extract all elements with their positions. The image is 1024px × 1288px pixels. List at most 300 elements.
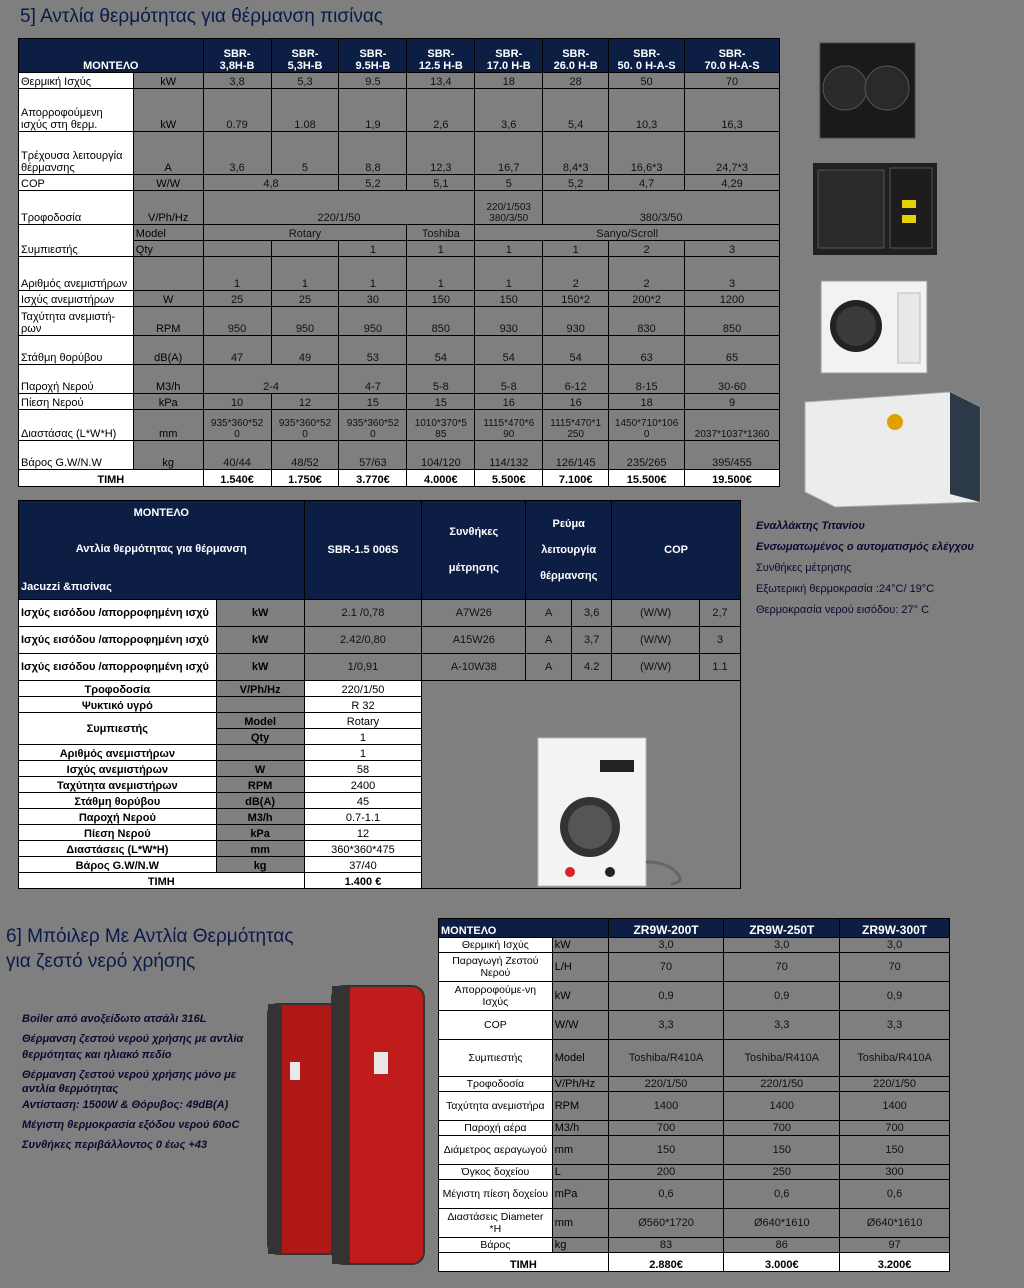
- value-cell: 58: [304, 761, 422, 777]
- row-unit: Model: [552, 1040, 608, 1077]
- value-cell: Toshiba: [407, 225, 475, 241]
- header-row: [19, 39, 780, 73]
- value-cell: 0,6: [724, 1180, 840, 1209]
- row-unit: mm: [216, 841, 304, 857]
- row-unit: mm: [133, 410, 203, 441]
- value-cell: 220/1/50: [608, 1077, 724, 1092]
- price-label: ΤΙΜΗ: [19, 873, 305, 889]
- value-cell: 3,7: [572, 627, 612, 654]
- value-cell: 935*360*52 0: [203, 410, 271, 441]
- row-unit: mm: [552, 1136, 608, 1165]
- value-cell: 3,3: [608, 1011, 724, 1040]
- feature-item: Boiler από ανοξείδωτο ατσάλι 316L: [22, 1013, 207, 1025]
- row-label: Θερμική Ισχύς: [19, 73, 134, 89]
- spec-row: [19, 336, 780, 365]
- value-cell: 1115*470*1 250: [543, 410, 609, 441]
- jacuzzi-model-header: [19, 501, 305, 600]
- note-water-temp: Θερμοκρασία νερού εισόδου: 27° C: [756, 604, 930, 616]
- spec-row: [439, 953, 950, 982]
- row-unit: W: [216, 761, 304, 777]
- model-name: SBR- 5,3H-B: [271, 39, 339, 73]
- row-label: Απορροφούμε-νη Ισχύς: [439, 982, 553, 1011]
- value-cell: 30-60: [685, 365, 780, 394]
- value-cell: 3,3: [724, 1011, 840, 1040]
- value-cell: 1: [407, 241, 475, 257]
- value-cell: 5: [475, 175, 543, 191]
- value-cell: 18: [475, 73, 543, 89]
- value-cell: 1: [475, 257, 543, 291]
- value-cell: 2-4: [203, 365, 339, 394]
- value-cell: 1: [339, 241, 407, 257]
- row-unit: A: [133, 132, 203, 175]
- value-cell: 700: [840, 1121, 950, 1136]
- value-cell: 930: [543, 307, 609, 336]
- note-ext-temp: Εξωτερική θερμοκρασία :24°C/ 19°C: [756, 583, 935, 595]
- model-name: ZR9W-200T: [608, 919, 724, 938]
- row-label: Αριθμός ανεμιστήρων: [19, 257, 134, 291]
- jacuzzi-notes: [756, 520, 1021, 625]
- value-cell: Ø560*1720: [608, 1209, 724, 1238]
- value-cell: 1400: [840, 1092, 950, 1121]
- row-unit: L/H: [552, 953, 608, 982]
- value-cell: 2: [609, 257, 685, 291]
- value-cell: 4-7: [339, 365, 407, 394]
- header-row: [439, 919, 950, 938]
- value-cell: [203, 241, 271, 257]
- value-cell: 700: [608, 1121, 724, 1136]
- value-cell: A15W26: [422, 627, 526, 654]
- spec-row: [439, 1077, 950, 1092]
- row-unit: W/W: [552, 1011, 608, 1040]
- value-cell: 104/120: [407, 441, 475, 470]
- row-label: Βάρος: [439, 1238, 553, 1253]
- value-cell: 0.79: [203, 89, 271, 132]
- value-cell: 54: [407, 336, 475, 365]
- value-cell: 1010*370*5 85: [407, 410, 475, 441]
- price-label: ΤΙΜΗ: [19, 470, 204, 487]
- model-header: ΜΟΝΤΕΛΟ: [19, 39, 204, 73]
- value-cell: 700: [724, 1121, 840, 1136]
- spec-row: [19, 191, 780, 225]
- value-cell: 950: [203, 307, 271, 336]
- value-cell: 5,2: [339, 175, 407, 191]
- row-unit: V/Ph/Hz: [133, 191, 203, 225]
- model-name: ZR9W-250T: [724, 919, 840, 938]
- price-value: 7.100€: [543, 470, 609, 487]
- row-label: Ισχύς ανεμιστήρων: [19, 761, 217, 777]
- value-cell: 2,6: [407, 89, 475, 132]
- value-cell: 9.5: [339, 73, 407, 89]
- value-cell: 63: [609, 336, 685, 365]
- row-label: Παροχή αέρα: [439, 1121, 553, 1136]
- value-cell: 25: [203, 291, 271, 307]
- row-label: Ισχύς εισόδου /απορροφημένη ισχύ: [19, 654, 217, 681]
- value-cell: 220/1/50: [840, 1077, 950, 1092]
- value-cell: 15: [407, 394, 475, 410]
- row-unit: kW: [552, 982, 608, 1011]
- spec-row: [439, 1040, 950, 1077]
- value-cell: 1: [339, 257, 407, 291]
- price-value: 3.200€: [840, 1253, 950, 1272]
- value-cell: 3,0: [724, 938, 840, 953]
- spec-row: [19, 681, 741, 697]
- spec-row: [19, 89, 780, 132]
- row-label: Παροχή Νερού: [19, 809, 217, 825]
- value-cell: 850: [685, 307, 780, 336]
- value-cell: Sanyo/Scroll: [475, 225, 780, 241]
- value-cell: 3,6: [572, 600, 612, 627]
- row-unit: kW: [133, 73, 203, 89]
- value-cell: 935*360*52 0: [271, 410, 339, 441]
- spec-row: [19, 175, 780, 191]
- value-cell: A: [526, 654, 572, 681]
- value-cell: 18: [609, 394, 685, 410]
- value-cell: Rotary: [304, 713, 422, 729]
- price-row: [19, 470, 780, 487]
- row-label: Ταχύτητα ανεμιστήρων: [19, 777, 217, 793]
- value-cell: 3: [685, 257, 780, 291]
- value-cell: 8,8: [339, 132, 407, 175]
- row-label: Παροχή Νερού: [19, 365, 134, 394]
- row-label: Διάμετρος αεραγωγού: [439, 1136, 553, 1165]
- model-header: ΜΟΝΤΕΛΟ: [133, 507, 189, 519]
- value-cell: 3,6: [475, 89, 543, 132]
- value-cell: 16,3: [685, 89, 780, 132]
- value-cell: 70: [840, 953, 950, 982]
- section6-title-line2: για ζεστό νερό χρήσης: [6, 951, 196, 972]
- row-unit: kPa: [216, 825, 304, 841]
- row-unit: W/W: [133, 175, 203, 191]
- row-unit: [216, 745, 304, 761]
- price-value: 19.500€: [685, 470, 780, 487]
- price-value: 15.500€: [609, 470, 685, 487]
- boiler-photo: [262, 982, 432, 1267]
- boiler-features: [22, 1012, 262, 1158]
- value-cell: Ø640*1610: [840, 1209, 950, 1238]
- value-cell: 1450*710*106 0: [609, 410, 685, 441]
- value-cell: 930: [475, 307, 543, 336]
- value-cell: 4,29: [685, 175, 780, 191]
- value-cell: 1: [304, 745, 422, 761]
- row-unit: Qty: [133, 241, 203, 257]
- section6-title-line1: 6] Μπόιλερ Με Αντλία Θερμότητας: [6, 926, 294, 947]
- conditions-header: [422, 501, 526, 600]
- value-cell: 0,9: [724, 982, 840, 1011]
- row-unit: dB(A): [216, 793, 304, 809]
- value-cell: 28: [543, 73, 609, 89]
- value-cell: 3,8: [203, 73, 271, 89]
- value-cell: 150: [407, 291, 475, 307]
- value-cell: 2: [609, 241, 685, 257]
- value-cell: 70: [685, 73, 780, 89]
- spec-row: [439, 982, 950, 1011]
- current-header: [526, 501, 612, 600]
- heat-pump-photo-3: [818, 278, 930, 376]
- row-label: COP: [439, 1011, 553, 1040]
- value-cell: 3,6: [203, 132, 271, 175]
- jacuzzi-heat-pump-photo: [530, 732, 695, 892]
- value-cell: 0.7-1.1: [304, 809, 422, 825]
- spec-row: [19, 307, 780, 336]
- feature-item: Αντίσταση: 1500W & Θόρυβος: 49dB(A): [22, 1099, 229, 1111]
- value-cell: 45: [304, 793, 422, 809]
- row-label: Όγκος δοχείου: [439, 1165, 553, 1180]
- value-cell: 0,9: [840, 982, 950, 1011]
- row-label: Τροφοδοσία: [19, 191, 134, 225]
- spec-row: [19, 291, 780, 307]
- value-cell: [271, 241, 339, 257]
- value-cell: 5-8: [475, 365, 543, 394]
- model-name: SBR- 26.0 H-B: [543, 39, 609, 73]
- value-cell: A: [526, 600, 572, 627]
- model-header: ΜΟΝΤΕΛΟ: [439, 919, 609, 938]
- value-cell: 5-8: [407, 365, 475, 394]
- value-cell: 50: [609, 73, 685, 89]
- row-unit: RPM: [552, 1092, 608, 1121]
- current-label-3: θέρμανσης: [540, 570, 598, 582]
- value-cell: 3,3: [840, 1011, 950, 1040]
- value-cell: 950: [339, 307, 407, 336]
- row-unit: Model: [133, 225, 203, 241]
- value-cell: 3,0: [608, 938, 724, 953]
- value-cell: 25: [271, 291, 339, 307]
- value-cell: Toshiba/R410A: [840, 1040, 950, 1077]
- row-unit: kg: [133, 441, 203, 470]
- section5-title: 5] Αντλία θερμότητας για θέρμανση πισίνας: [20, 6, 383, 27]
- value-cell: 49: [271, 336, 339, 365]
- row-label: Βάρος G.W/N.W: [19, 441, 134, 470]
- spec-row: [19, 132, 780, 175]
- row-label: Διαστάσεις (L*W*H): [19, 841, 217, 857]
- desc-header-2: Jacuzzi &πισίνας: [21, 581, 112, 593]
- spec-row: [439, 1180, 950, 1209]
- value-cell: A-10W38: [422, 654, 526, 681]
- value-cell: 40/44: [203, 441, 271, 470]
- row-label: Τροφοδοσία: [19, 681, 217, 697]
- row-unit: M3/h: [216, 809, 304, 825]
- value-cell: Toshiba/R410A: [608, 1040, 724, 1077]
- feature-item: Θέρμανση ζεστού νερού χρήσης με αντλία: [22, 1033, 244, 1045]
- value-cell: 4,7: [609, 175, 685, 191]
- value-cell: 1.08: [271, 89, 339, 132]
- value-cell: 150: [475, 291, 543, 307]
- price-value: 1.400 €: [304, 873, 422, 889]
- model-name: SBR- 9.5H-B: [339, 39, 407, 73]
- value-cell: 2.42/0,80: [304, 627, 422, 654]
- spec-row: [19, 73, 780, 89]
- value-cell: 37/40: [304, 857, 422, 873]
- row-label: COP: [19, 175, 134, 191]
- value-cell: 220/1/50: [724, 1077, 840, 1092]
- value-cell: 5,2: [543, 175, 609, 191]
- value-cell: 150: [724, 1136, 840, 1165]
- current-label: Ρεύμα: [552, 518, 585, 530]
- value-cell: 830: [609, 307, 685, 336]
- model-name: SBR- 3,8H-B: [203, 39, 271, 73]
- model-name: SBR- 50. 0 H-A-S: [609, 39, 685, 73]
- value-cell: 395/455: [685, 441, 780, 470]
- spec-row: [439, 1136, 950, 1165]
- heat-pump-photo-4: [800, 382, 985, 512]
- value-cell: 200*2: [609, 291, 685, 307]
- value-cell: 10: [203, 394, 271, 410]
- value-cell: A: [526, 627, 572, 654]
- value-cell: (W/W): [612, 600, 700, 627]
- value-cell: 5: [271, 132, 339, 175]
- spec-row: [19, 441, 780, 470]
- value-cell: 2400: [304, 777, 422, 793]
- row-label: Αριθμός ανεμιστήρων: [19, 745, 217, 761]
- note-titanium: Εναλλάκτης Τιτανίου: [756, 520, 865, 532]
- row-unit: kW: [216, 600, 304, 627]
- current-label-2: λειτουργία: [541, 544, 597, 556]
- spec-row: [19, 225, 780, 241]
- value-cell: 2: [543, 257, 609, 291]
- row-unit: kW: [552, 938, 608, 953]
- header-row: [19, 501, 741, 600]
- value-cell: 70: [724, 953, 840, 982]
- value-cell: 1: [475, 241, 543, 257]
- value-cell: 380/3/50: [543, 191, 780, 225]
- spec-row: [19, 410, 780, 441]
- row-label: Διαστάσεις Diameter *H: [439, 1209, 553, 1238]
- row-label: Ψυκτικό υγρό: [19, 697, 217, 713]
- note-controls: Ενσωματωμένος ο αυτοματισμός ελέγχου: [756, 541, 974, 553]
- row-label: Ισχύς ανεμιστήρων: [19, 291, 134, 307]
- value-cell: 16,6*3: [609, 132, 685, 175]
- row-label: Βάρος G.W/N.W: [19, 857, 217, 873]
- feature-item: Θέρμανση ζεστού νερού χρήσης μόνο με αντλία θερμότητας: [22, 1069, 237, 1095]
- value-cell: 8,4*3: [543, 132, 609, 175]
- row-unit: kW: [216, 627, 304, 654]
- row-unit: kg: [552, 1238, 608, 1253]
- value-cell: 53: [339, 336, 407, 365]
- row-label: Ισχύς εισόδου /απορροφημένη ισχύ: [19, 600, 217, 627]
- perf-row: [19, 627, 741, 654]
- spec-row: [19, 257, 780, 291]
- row-label: Διαστάσας (L*W*H): [19, 410, 134, 441]
- row-unit: Model: [216, 713, 304, 729]
- row-label: Τροφοδοσία: [439, 1077, 553, 1092]
- row-unit: mPa: [552, 1180, 608, 1209]
- spec-row: [439, 1011, 950, 1040]
- value-cell: 0,9: [608, 982, 724, 1011]
- value-cell: 220/1/503 380/3/50: [475, 191, 543, 225]
- row-unit: V/Ph/Hz: [216, 681, 304, 697]
- spec-row: [19, 394, 780, 410]
- value-cell: 16: [543, 394, 609, 410]
- row-label: Συμπιεστής: [19, 225, 134, 257]
- value-cell: 1: [271, 257, 339, 291]
- spec-row: [19, 241, 780, 257]
- value-cell: 54: [475, 336, 543, 365]
- value-cell: 1: [407, 257, 475, 291]
- row-unit: kW: [216, 654, 304, 681]
- row-label: Ισχύς εισόδου /απορροφημένη ισχύ: [19, 627, 217, 654]
- value-cell: 4.2: [572, 654, 612, 681]
- desc-header: Αντλία θερμότητας για θέρμανση: [75, 543, 247, 555]
- note-conditions: Συνθήκες μέτρησης: [756, 562, 852, 574]
- value-cell: 5,3: [271, 73, 339, 89]
- conditions-label: Συνθήκες: [449, 526, 499, 538]
- value-cell: 126/145: [543, 441, 609, 470]
- value-cell: 24,7*3: [685, 132, 780, 175]
- value-cell: 200: [608, 1165, 724, 1180]
- value-cell: 220/1/50: [203, 191, 475, 225]
- value-cell: 220/1/50: [304, 681, 422, 697]
- value-cell: 3: [700, 627, 741, 654]
- row-unit: Qty: [216, 729, 304, 745]
- value-cell: 86: [724, 1238, 840, 1253]
- value-cell: 57/63: [339, 441, 407, 470]
- value-cell: 1200: [685, 291, 780, 307]
- price-value: 1.540€: [203, 470, 271, 487]
- row-unit: kg: [216, 857, 304, 873]
- value-cell: 9: [685, 394, 780, 410]
- heat-pump-photo-2: [810, 160, 940, 260]
- row-label: Πίεση Νερού: [19, 394, 134, 410]
- value-cell: Ø640*1610: [724, 1209, 840, 1238]
- model-name: SBR- 70.0 H-A-S: [685, 39, 780, 73]
- row-unit: RPM: [216, 777, 304, 793]
- value-cell: 850: [407, 307, 475, 336]
- value-cell: 360*360*475: [304, 841, 422, 857]
- value-cell: 3,0: [840, 938, 950, 953]
- value-cell: 1/0,91: [304, 654, 422, 681]
- value-cell: 8-15: [609, 365, 685, 394]
- price-label: ΤΙΜΗ: [439, 1253, 609, 1272]
- value-cell: 235/265: [609, 441, 685, 470]
- value-cell: R 32: [304, 697, 422, 713]
- value-cell: 5,4: [543, 89, 609, 132]
- value-cell: 16: [475, 394, 543, 410]
- row-label: Στάθμη θορύβου: [19, 793, 217, 809]
- perf-row: [19, 600, 741, 627]
- value-cell: 1400: [724, 1092, 840, 1121]
- value-cell: 30: [339, 291, 407, 307]
- price-value: 1.750€: [271, 470, 339, 487]
- value-cell: 150*2: [543, 291, 609, 307]
- row-label: Απορροφούμενη ισχύς στη θερμ.: [19, 89, 134, 132]
- value-cell: 83: [608, 1238, 724, 1253]
- row-unit: M3/h: [133, 365, 203, 394]
- row-label: Συμπιεστής: [439, 1040, 553, 1077]
- value-cell: 4,8: [203, 175, 339, 191]
- value-cell: 1,9: [339, 89, 407, 132]
- spec-row: [19, 365, 780, 394]
- value-cell: 10,3: [609, 89, 685, 132]
- price-value: 4.000€: [407, 470, 475, 487]
- row-unit: W: [133, 291, 203, 307]
- row-label: Θερμική Ισχύς: [439, 938, 553, 953]
- value-cell: 5,1: [407, 175, 475, 191]
- value-cell: 1: [304, 729, 422, 745]
- spec-row: [439, 1092, 950, 1121]
- value-cell: 935*360*52 0: [339, 410, 407, 441]
- row-label: Πίεση Νερού: [19, 825, 217, 841]
- price-row: [439, 1253, 950, 1272]
- value-cell: 1: [203, 257, 271, 291]
- row-unit: M3/h: [552, 1121, 608, 1136]
- pool-heat-pump-table: [18, 38, 780, 487]
- value-cell: 97: [840, 1238, 950, 1253]
- row-unit: L: [552, 1165, 608, 1180]
- row-label: Παραγωγή Ζεστού Νερού: [439, 953, 553, 982]
- row-label: Ταχύτητα ανεμιστήρα: [439, 1092, 553, 1121]
- value-cell: 12: [304, 825, 422, 841]
- row-unit: mm: [552, 1209, 608, 1238]
- feature-item: Μέγιστη θερμοκρασία εξόδου νερού 60oC: [22, 1119, 240, 1131]
